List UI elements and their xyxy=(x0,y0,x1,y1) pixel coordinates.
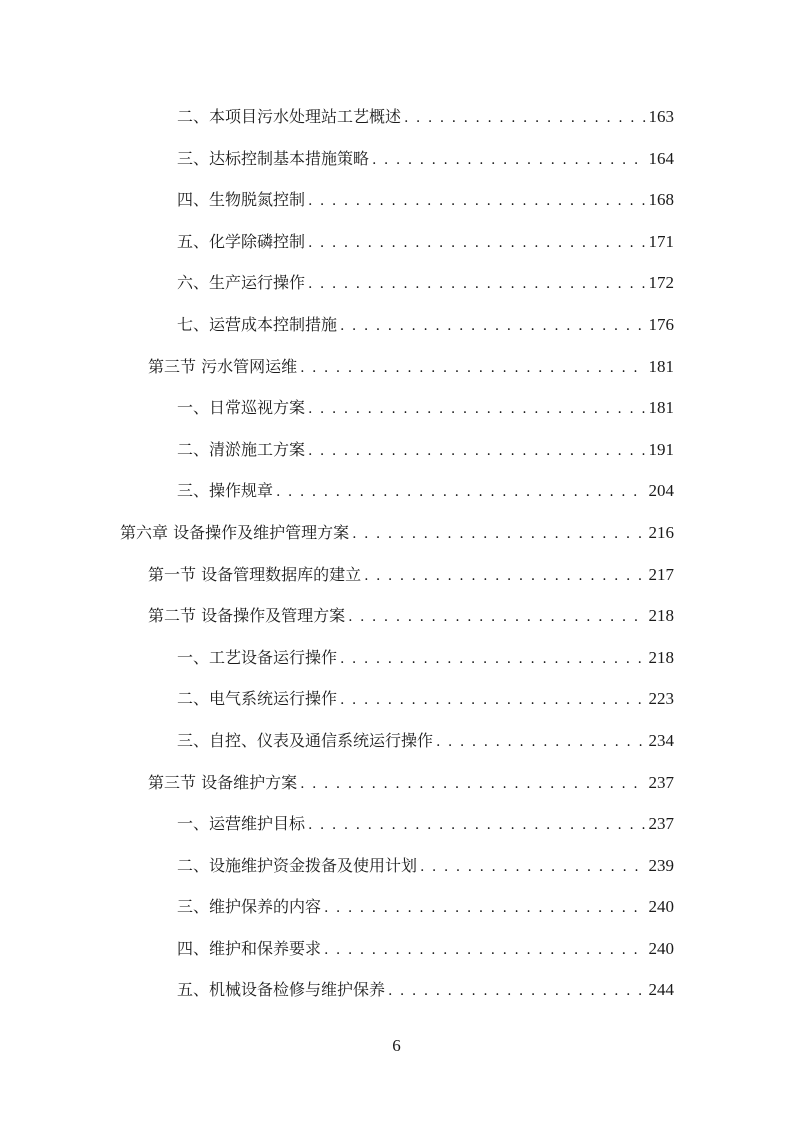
toc-entry-page: 223 xyxy=(648,689,674,709)
toc-entry-title: 第三节 设备维护方案 xyxy=(148,772,298,792)
table-of-contents xyxy=(0,104,793,1019)
toc-entry-title: 三、自控、仪表及通信系统运行操作 xyxy=(177,730,434,750)
toc-entry-page: 181 xyxy=(648,356,674,376)
toc-entry-title: 四、维护和保养要求 xyxy=(177,938,322,958)
toc-entry-page: 234 xyxy=(648,730,674,750)
toc-entry-page: 244 xyxy=(648,980,674,1000)
toc-entry-title: 第二节 设备操作及管理方案 xyxy=(148,606,346,626)
toc-entry-title: 一、日常巡视方案 xyxy=(177,398,306,418)
toc-entry[interactable] xyxy=(177,811,674,853)
toc-entry-title: 三、达标控制基本措施策略 xyxy=(177,148,370,168)
dot-leader xyxy=(324,895,645,921)
toc-entry-page: 240 xyxy=(648,938,674,958)
toc-entry[interactable] xyxy=(177,270,674,312)
toc-entry[interactable] xyxy=(177,395,674,437)
toc-entry[interactable] xyxy=(177,936,674,978)
page-number: 6 xyxy=(392,1036,401,1055)
dot-leader xyxy=(340,646,645,672)
toc-entry-page: 218 xyxy=(648,606,674,626)
toc-entry-page: 181 xyxy=(648,398,674,418)
toc-entry[interactable] xyxy=(177,645,674,687)
toc-entry-title: 第六章 设备操作及维护管理方案 xyxy=(120,522,350,542)
dot-leader xyxy=(420,854,645,880)
toc-entry-page: 204 xyxy=(648,481,674,501)
toc-entry-page: 164 xyxy=(648,148,674,168)
dot-leader xyxy=(352,521,645,547)
toc-entry[interactable] xyxy=(177,437,674,479)
toc-entry[interactable] xyxy=(177,229,674,271)
toc-entry[interactable] xyxy=(177,853,674,895)
toc-entry-page: 168 xyxy=(648,190,674,210)
dot-leader xyxy=(308,271,645,297)
dot-leader xyxy=(340,687,645,713)
toc-entry-title: 一、工艺设备运行操作 xyxy=(177,647,338,667)
toc-entry-page: 239 xyxy=(648,855,674,875)
toc-entry-page: 191 xyxy=(648,439,674,459)
toc-entry-title: 五、化学除磷控制 xyxy=(177,231,306,251)
dot-leader xyxy=(348,604,645,630)
dot-leader xyxy=(372,147,645,173)
toc-entry-title: 四、生物脱氮控制 xyxy=(177,190,306,210)
toc-entry-title: 五、机械设备检修与维护保养 xyxy=(177,980,386,1000)
dot-leader xyxy=(308,812,645,838)
toc-entry-page: 171 xyxy=(648,231,674,251)
toc-entry-page: 163 xyxy=(648,107,674,126)
toc-entry[interactable] xyxy=(177,187,674,229)
dot-leader xyxy=(404,105,645,131)
toc-entry[interactable] xyxy=(148,354,674,396)
toc-entry[interactable] xyxy=(148,770,674,812)
toc-entry[interactable] xyxy=(177,104,674,146)
dot-leader xyxy=(340,313,645,339)
dot-leader xyxy=(308,188,645,214)
toc-entry[interactable] xyxy=(120,520,674,562)
toc-entry-title: 一、运营维护目标 xyxy=(177,814,306,834)
toc-entry-page: 240 xyxy=(648,897,674,917)
toc-entry-page: 217 xyxy=(648,564,674,584)
toc-entry[interactable] xyxy=(177,478,674,520)
toc-entry-title: 六、生产运行操作 xyxy=(177,273,306,293)
dot-leader xyxy=(388,978,645,1004)
dot-leader xyxy=(364,563,645,589)
toc-entry[interactable] xyxy=(148,603,674,645)
toc-entry-title: 第三节 污水管网运维 xyxy=(148,356,298,376)
toc-entry-page: 237 xyxy=(648,814,674,834)
dot-leader xyxy=(436,729,645,755)
toc-entry[interactable] xyxy=(177,312,674,354)
toc-entry-title: 三、操作规章 xyxy=(177,481,274,501)
toc-entry-title: 三、维护保养的内容 xyxy=(177,897,322,917)
toc-entry-title: 二、电气系统运行操作 xyxy=(177,689,338,709)
toc-entry-page: 172 xyxy=(648,273,674,293)
toc-entry[interactable] xyxy=(177,894,674,936)
dot-leader xyxy=(308,230,645,256)
toc-entry[interactable] xyxy=(177,686,674,728)
toc-entry[interactable] xyxy=(177,728,674,770)
dot-leader xyxy=(308,396,645,422)
toc-entry[interactable] xyxy=(148,562,674,604)
dot-leader xyxy=(300,771,645,797)
dot-leader xyxy=(276,479,645,505)
dot-leader xyxy=(308,438,645,464)
toc-entry[interactable] xyxy=(177,146,674,188)
toc-entry-title: 七、运营成本控制措施 xyxy=(177,314,338,334)
toc-entry-page: 176 xyxy=(648,314,674,334)
toc-entry-title: 二、本项目污水处理站工艺概述 xyxy=(177,107,402,126)
toc-entry-page: 218 xyxy=(648,647,674,667)
dot-leader xyxy=(324,937,645,963)
toc-entry[interactable] xyxy=(177,977,674,1019)
toc-entry-title: 二、清淤施工方案 xyxy=(177,439,306,459)
dot-leader xyxy=(300,355,645,381)
toc-entry-page: 237 xyxy=(648,772,674,792)
toc-entry-page: 216 xyxy=(648,522,674,542)
toc-entry-title: 二、设施维护资金拨备及使用计划 xyxy=(177,855,418,875)
toc-entry-title: 第一节 设备管理数据库的建立 xyxy=(148,564,362,584)
